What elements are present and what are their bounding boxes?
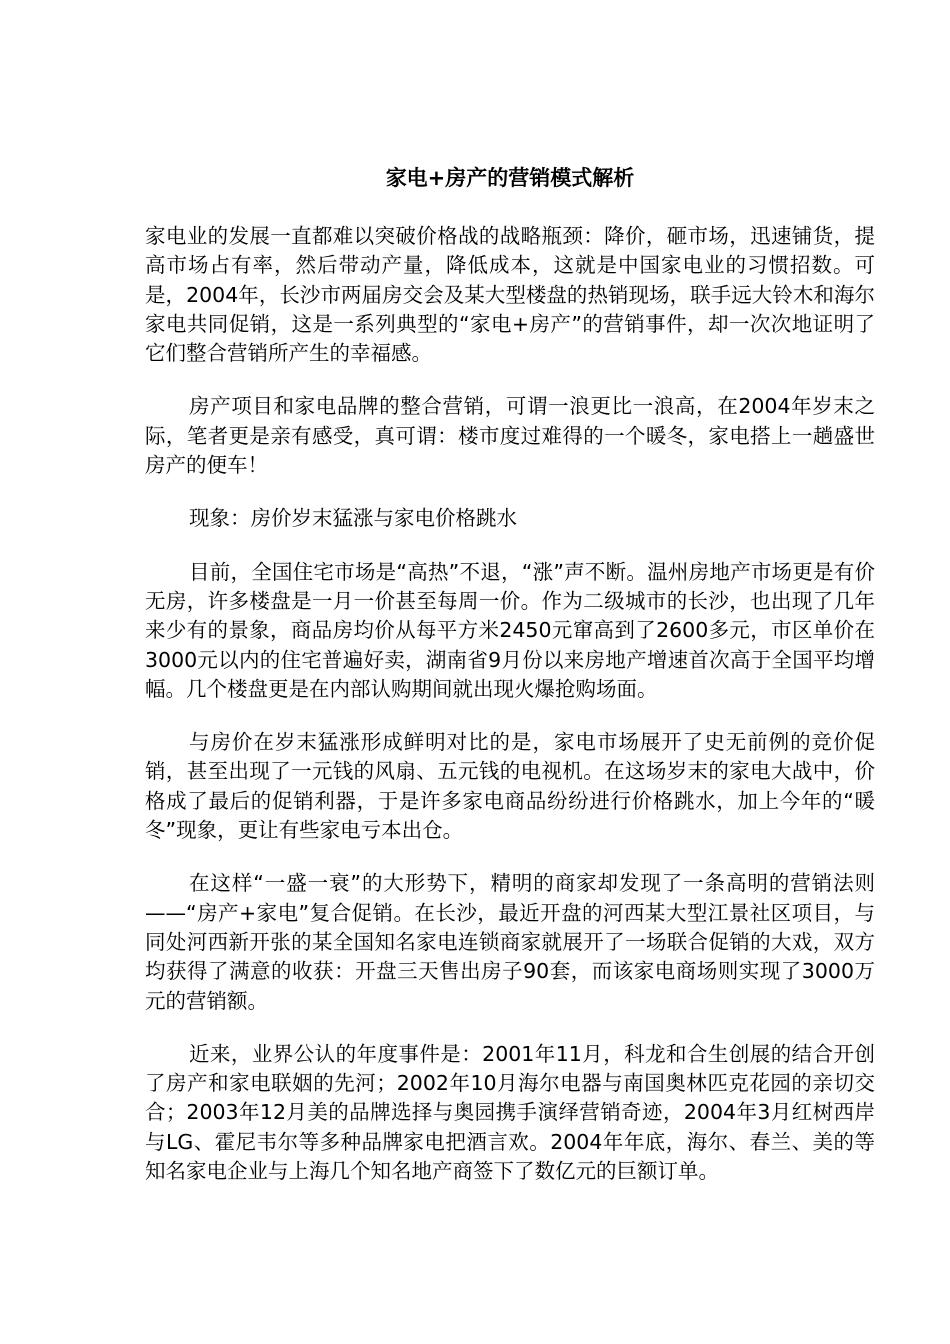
paragraph: 在这样“一盛一衰”的大形势下，精明的商家却发现了一条高明的营销法则——“房产+家电”复合促销。在长沙，最近开盘的河西某大型江景社区项目，与同处河西新开张的某全国知名家电连锁商家就展开了一场联合促销的大戏，双方均获得了满意的收获：开盘三天售出房子90套，而该家电商场则实现了3000万元的营销额。	[145, 871, 875, 1013]
paragraph: 与房价在岁末猛涨形成鲜明对比的是，家电市场展开了史无前例的竞价促销，甚至出现了一元钱的风扇、五元钱的电视机。在这场岁末的家电大战中，价格成了最后的促销利器，于是许多家电商品纷纷进行价格跳水，加上今年的“暖冬”现象，更让有些家电亏本出仓。	[145, 730, 875, 843]
document-body	[145, 222, 875, 1210]
paragraph: 近来，业界公认的年度事件是：2001年11月，科龙和合生创展的结合开创了房产和家电联姻的先河；2002年10月海尔电器与南国奥林匹克花园的亲切交合；2003年12月美的品牌选择与奥园携手演绎营销奇迹，2004年3月红树西岸与LG、霍尼韦尔等多种品牌家电把酒言欢。2004年年底，海尔、春兰、美的等知名家电企业与上海几个知名地产商签下了数亿元的巨额订单。	[145, 1041, 875, 1184]
paragraph: 家电业的发展一直都难以突破价格战的战略瓶颈：降价，砸市场，迅速铺货，提高市场占有率，然后带动产量，降低成本，这就是中国家电业的习惯招数。可是，2004年，长沙市两届房交会及某大型楼盘的热销现场，联手远大铃木和海尔家电共同促销，这是一系列典型的“家电+房产”的营销事件，却一次次地证明了它们整合营销所产生的幸福感。	[145, 224, 875, 366]
section-heading: 现象：房价岁末猛涨与家电价格跳水	[189, 506, 517, 531]
paragraph: 房产项目和家电品牌的整合营销，可谓一浪更比一浪高，在2004年岁末之际，笔者更是亲有感受，真可谓：楼市度过难得的一个暖冬，家电搭上一趟盛世房产的便车！	[145, 394, 875, 478]
paragraph: 目前，全国住宅市场是“高热”不退，“涨”声不断。温州房地产市场更是有价无房，许多楼盘是一月一价甚至每周一价。作为二级城市的长沙，也出现了几年来少有的景象，商品房均价从每平方米2450元窜高到了2600多元，市区单价在3000元以内的住宅普遍好卖，湖南省9月份以来房地产增速首次高于全国平均增幅。几个楼盘更是在内部认购期间就出现火爆抢购场面。	[145, 559, 875, 701]
document-title: 家电+房产的营销模式解析	[385, 166, 635, 190]
